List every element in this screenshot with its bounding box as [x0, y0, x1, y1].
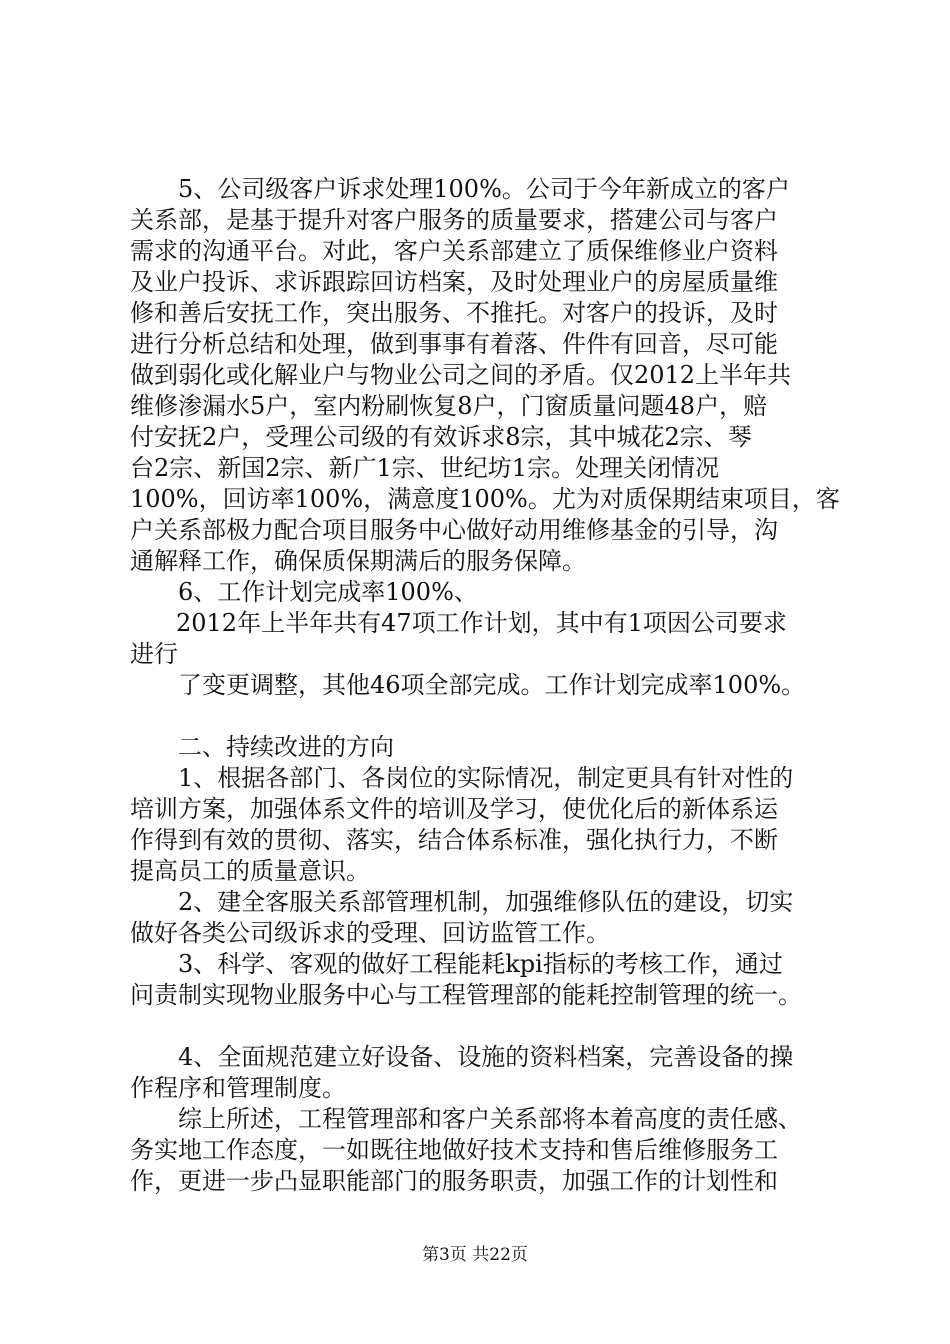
paragraph-line: 提高员工的质量意识。 — [130, 857, 370, 885]
paragraph-line: 作，更进一步凸显职能部门的服务职责，加强工作的计划性和 — [130, 1167, 778, 1195]
paragraph-line: 关系部，是基于提升对客户服务的质量要求，搭建公司与客户 — [130, 206, 778, 234]
paragraph-line: 修和善后安抚工作，突出服务、不推托。对客户的投诉，及时 — [130, 299, 778, 327]
paragraph-line: 户关系部极力配合项目服务中心做好动用维修基金的引导，沟 — [130, 516, 778, 544]
paragraph-line: 务实地工作态度，一如既往地做好技术支持和售后维修服务工 — [130, 1136, 778, 1164]
page-number-footer: 第3页 共22页 — [422, 1245, 528, 1265]
paragraph-line: 培训方案，加强体系文件的培训及学习，使优化后的新体系运 — [130, 795, 778, 823]
section-heading: 二、持续改进的方向 — [178, 733, 394, 761]
paragraph-line: 及业户投诉、求诉跟踪回访档案，及时处理业户的房屋质量维 — [130, 268, 778, 296]
paragraph-line: 作得到有效的贯彻、落实，结合体系标准，强化执行力，不断 — [130, 826, 778, 854]
paragraph-line: 作程序和管理制度。 — [130, 1074, 346, 1102]
paragraph-line: 5、公司级客户诉求处理100%。公司于今年新成立的客户 — [178, 175, 790, 203]
paragraph-line: 做到弱化或化解业户与物业公司之间的矛盾。仅2012上半年共 — [130, 361, 792, 389]
paragraph-line: 2、建全客服关系部管理机制，加强维修队伍的建设，切实 — [178, 888, 794, 916]
paragraph-line: 进行 — [130, 640, 178, 668]
paragraph-line: 需求的沟通平台。对此，客户关系部建立了质保维修业户资料 — [130, 237, 778, 265]
paragraph-line: 100%，回访率100%，满意度100%。尤为对质保期结束项目，客 — [130, 485, 840, 513]
paragraph-line: 问责制实现物业服务中心与工程管理部的能耗控制管理的统一。 — [130, 981, 802, 1009]
document-body — [130, 174, 840, 1197]
paragraph-line: 2012年上半年共有47项工作计划，其中有1项因公司要求 — [176, 609, 787, 637]
paragraph-line: 综上所述，工程管理部和客户关系部将本着高度的责任感、 — [178, 1105, 802, 1133]
paragraph-line: 通解释工作，确保质保期满后的服务保障。 — [130, 547, 586, 575]
paragraph-line: 维修渗漏水5户，室内粉刷恢复8户，门窗质量问题48户，赔 — [130, 392, 768, 420]
paragraph-line: 做好各类公司级诉求的受理、回访监管工作。 — [130, 919, 610, 947]
paragraph-line: 6、工作计划完成率100%、 — [178, 578, 478, 606]
paragraph-line: 1、根据各部门、各岗位的实际情况，制定更具有针对性的 — [178, 764, 794, 792]
paragraph-gap — [130, 1011, 830, 1042]
paragraph-line: 付安抚2户，受理公司级的有效诉求8宗，其中城花2宗、琴 — [130, 423, 752, 451]
paragraph-line: 4、全面规范建立好设备、设施的资料档案，完善设备的操 — [178, 1043, 794, 1071]
paragraph-gap — [130, 701, 830, 732]
paragraph-line: 台2宗、新国2宗、新广1宗、世纪坊1宗。处理关闭情况 — [130, 454, 720, 482]
paragraph-line: 3、科学、客观的做好工程能耗kpi指标的考核工作，通过 — [178, 950, 783, 978]
paragraph-line: 进行分析总结和处理，做到事事有着落、件件有回音，尽可能 — [130, 330, 778, 358]
paragraph-line: 了变更调整，其他46项全部完成。工作计划完成率100%。 — [178, 671, 806, 699]
